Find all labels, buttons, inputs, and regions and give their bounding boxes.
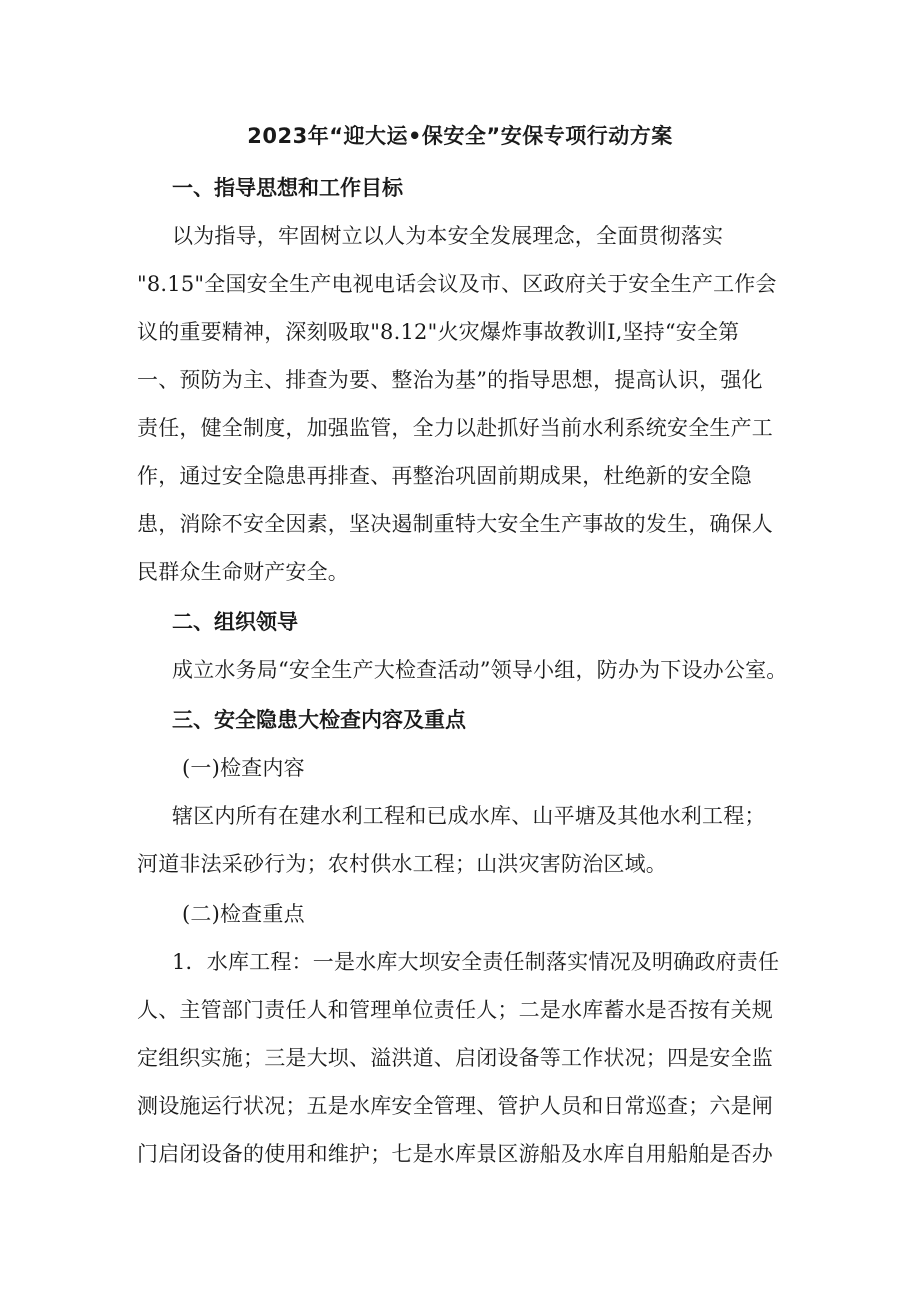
section1-line-2: "8.15"全国安全生产电视电话会议及市、区政府关于安全生产工作会	[137, 272, 777, 296]
section1-line-6: 作，通过安全隐患再排查、再整治巩固前期成果，杜绝新的安全隐	[137, 464, 752, 488]
section1-line-8: 民群众生命财产安全。	[137, 560, 349, 584]
subsection1-line-2: 河道非法采砂行为；农村供水工程；山洪灾害防治区域。	[137, 852, 667, 876]
subsection2-line-3: 定组织实施；三是大坝、溢洪道、启闭设备等工作状况；四是安全监	[137, 1046, 773, 1070]
subsection2-line-2: 人、主管部门责任人和管理单位责任人；二是水库蓄水是否按有关规	[137, 998, 773, 1022]
subsection2-line-4: 测设施运行状况；五是水库安全管理、管护人员和日常巡查；六是闸	[137, 1094, 773, 1118]
subsection1-line-1: 辖区内所有在建水利工程和已成水库、山平塘及其他水利工程；	[172, 804, 766, 828]
section1-line-7: 患，消除不安全因素，坚决遏制重特大安全生产事故的发生，确保人	[137, 512, 773, 536]
section2-line-1: 成立水务局“安全生产大检查活动”领导小组，防办为下设办公室。	[172, 658, 788, 682]
document-title: 2023年“迎大运•保安全”安保专项行动方案	[247, 124, 673, 148]
subsection1-heading: (一)检查内容	[182, 756, 305, 780]
section1-heading: 一、指导思想和工作目标	[172, 176, 403, 200]
subsection2-line-1: 1．水库工程：一是水库大坝安全责任制落实情况及明确政府责任	[172, 950, 780, 974]
section1-line-4: 一、预防为主、排查为要、整治为基”的指导思想，提高认识，强化	[137, 368, 763, 392]
section1-line-5: 责任，健全制度，加强监管，全力以赴抓好当前水利系统安全生产工	[137, 416, 773, 440]
subsection2-line-5: 门启闭设备的使用和维护；七是水库景区游船及水库自用船舶是否办	[137, 1142, 773, 1166]
subsection2-heading: (二)检查重点	[182, 902, 305, 926]
section3-heading: 三、安全隐患大检查内容及重点	[172, 708, 466, 732]
section2-heading: 二、组织领导	[172, 610, 298, 634]
section1-line-1: 以为指导，牢固树立以人为本安全发展理念，全面贯彻落实	[172, 224, 724, 248]
section1-line-3: 议的重要精神，深刻吸取"8.12"火灾爆炸事故教训I,坚持“安全第	[137, 320, 740, 344]
